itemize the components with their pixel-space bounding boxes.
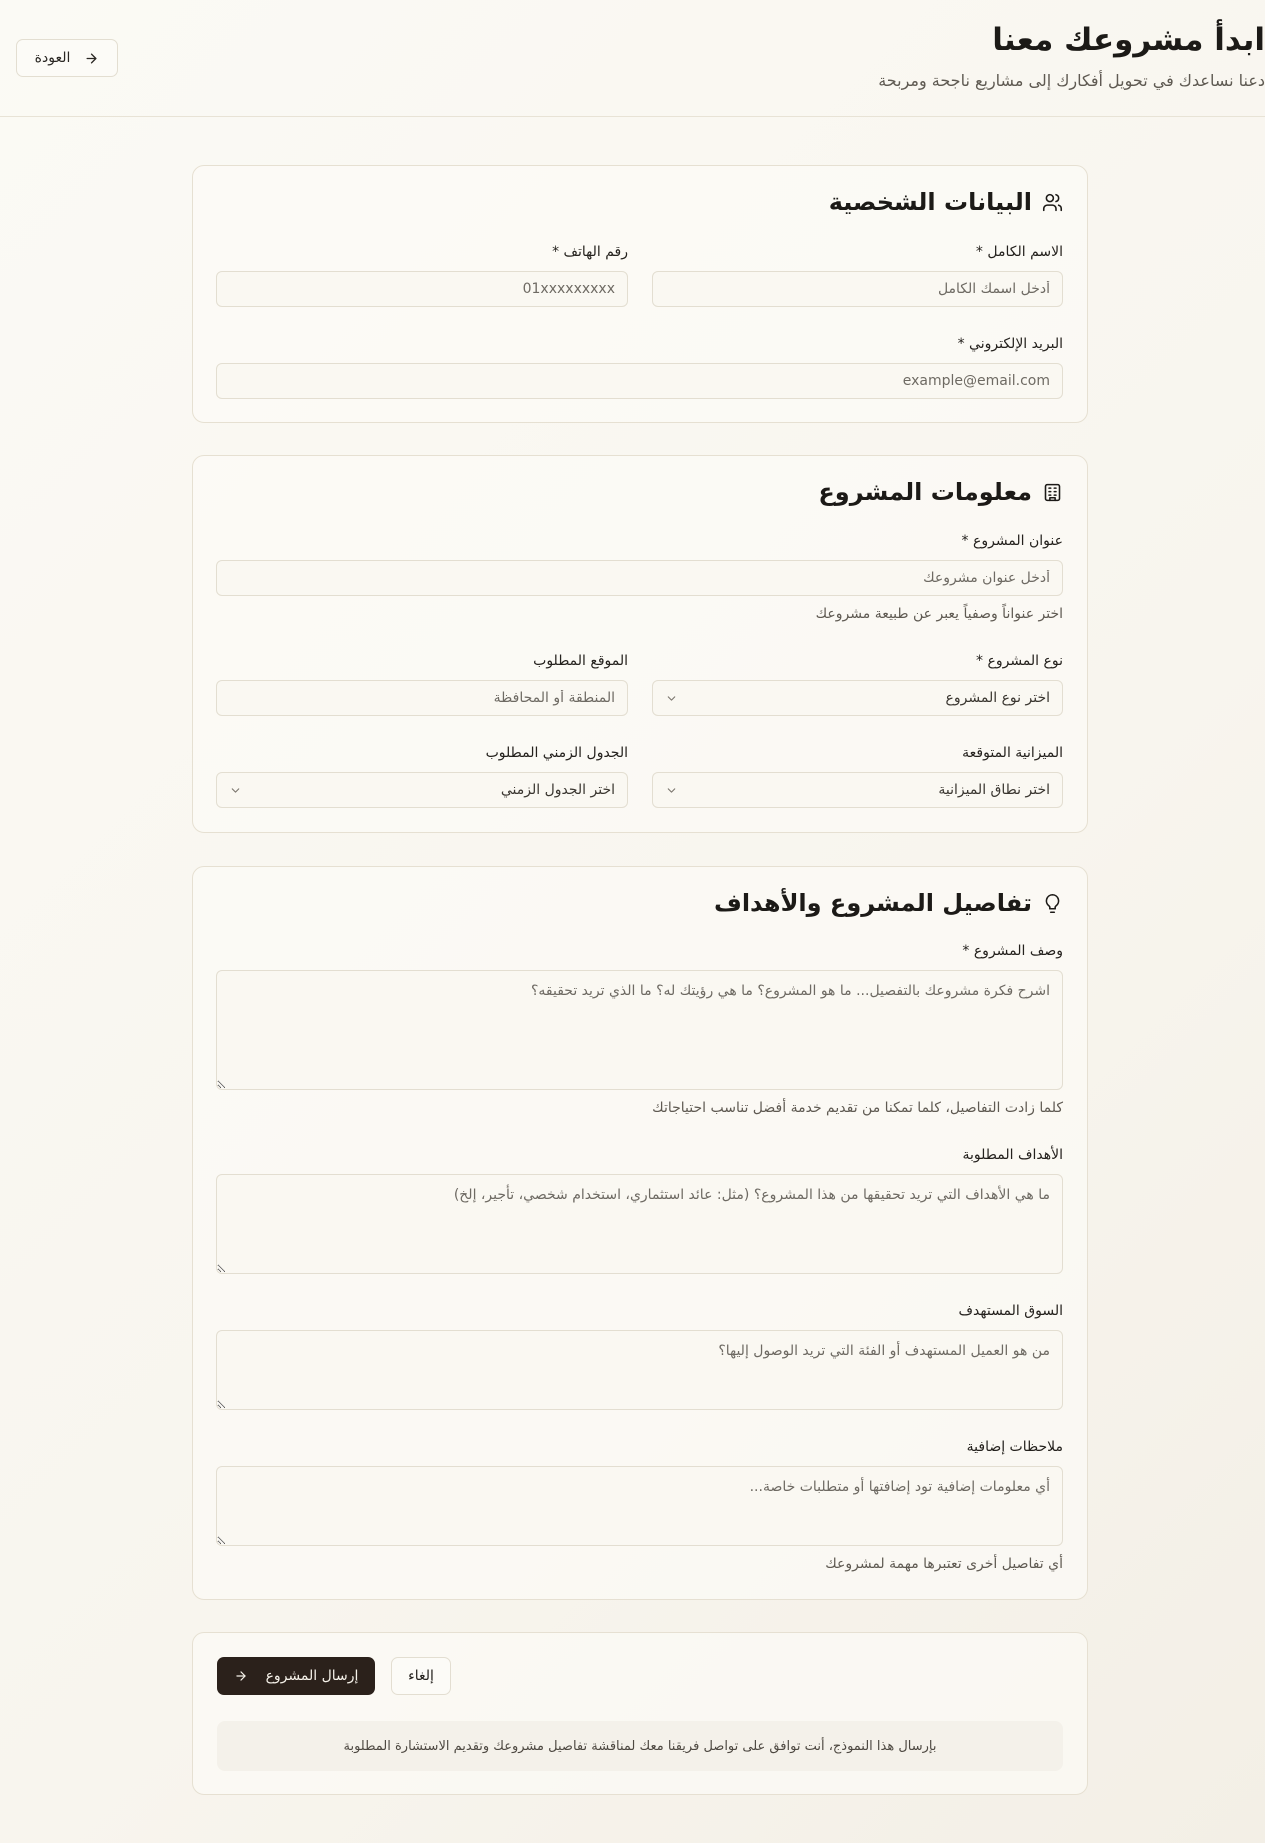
timeline-select[interactable] <box>216 772 628 808</box>
project-info-title-text: معلومات المشروع <box>818 478 1032 506</box>
email-input[interactable] <box>216 363 1063 399</box>
page-title: ابدأ مشروعك معنا <box>992 22 1265 58</box>
project-info-title <box>818 478 1063 506</box>
location-input[interactable] <box>216 680 628 716</box>
arrow-right-icon <box>84 51 99 66</box>
timeline-label: الجدول الزمني المطلوب <box>485 745 628 761</box>
notes-textarea[interactable] <box>216 1466 1063 1546</box>
full-name-input[interactable] <box>652 271 1063 307</box>
consent-notice: بإرسال هذا النموذج، أنت توافق على تواصل فريقنا معك لمناقشة تفاصيل مشروعك وتقديم الاستشارة المطلوبة <box>217 1721 1063 1771</box>
budget-select[interactable] <box>652 772 1063 808</box>
description-label: وصف المشروع * <box>962 943 1063 959</box>
project-type-select[interactable] <box>652 680 1063 716</box>
personal-info-card <box>192 165 1088 423</box>
header-titles <box>878 22 1265 90</box>
lightbulb-icon <box>1042 893 1063 914</box>
project-title-label: عنوان المشروع * <box>961 533 1063 549</box>
target-market-textarea[interactable] <box>216 1330 1063 1410</box>
building-icon <box>1042 482 1063 503</box>
phone-input[interactable] <box>216 271 628 307</box>
notes-hint: أي تفاصيل أخرى تعتبرها مهمة لمشروعك <box>825 1556 1063 1572</box>
budget-label: الميزانية المتوقعة <box>962 745 1063 761</box>
full-name-label: الاسم الكامل * <box>975 244 1063 260</box>
arrow-right-icon <box>234 1669 248 1683</box>
project-details-title-text: تفاصيل المشروع والأهداف <box>713 889 1032 917</box>
project-type-label: نوع المشروع * <box>976 653 1063 669</box>
location-label: الموقع المطلوب <box>533 653 628 669</box>
target-market-label: السوق المستهدف <box>958 1303 1063 1319</box>
submit-button[interactable] <box>217 1657 375 1695</box>
notes-label: ملاحظات إضافية <box>966 1439 1063 1455</box>
submit-button-label: إرسال المشروع <box>265 1668 359 1684</box>
chevron-down-icon <box>665 784 678 797</box>
phone-label: رقم الهاتف * <box>552 244 628 260</box>
project-title-input[interactable] <box>216 560 1063 596</box>
email-label: البريد الإلكتروني * <box>957 336 1063 352</box>
project-details-title <box>714 889 1063 917</box>
cancel-button[interactable]: إلغاء <box>391 1657 451 1695</box>
actions-card <box>192 1632 1088 1795</box>
project-type-value: اختر نوع المشروع <box>945 690 1050 706</box>
description-textarea[interactable] <box>216 970 1063 1090</box>
page-subtitle: دعنا نساعدك في تحويل أفكارك إلى مشاريع ناجحة ومربحة <box>878 71 1265 90</box>
project-details-card <box>192 866 1088 1600</box>
chevron-down-icon <box>665 692 678 705</box>
page-header <box>0 0 1265 117</box>
users-icon <box>1042 192 1063 213</box>
budget-value: اختر نطاق الميزانية <box>938 782 1050 798</box>
chevron-down-icon <box>229 784 242 797</box>
goals-label: الأهداف المطلوبة <box>962 1147 1063 1163</box>
description-hint: كلما زادت التفاصيل، كلما تمكنا من تقديم خدمة أفضل تناسب احتياجاتك <box>652 1100 1063 1116</box>
personal-info-title <box>829 188 1063 216</box>
personal-info-title-text: البيانات الشخصية <box>828 188 1032 216</box>
project-info-card <box>192 455 1088 833</box>
project-title-hint: اختر عنواناً وصفياً يعبر عن طبيعة مشروعك <box>815 606 1063 622</box>
back-button-label: العودة <box>34 50 71 66</box>
timeline-value: اختر الجدول الزمني <box>500 782 615 798</box>
goals-textarea[interactable] <box>216 1174 1063 1274</box>
back-button[interactable] <box>16 39 118 77</box>
